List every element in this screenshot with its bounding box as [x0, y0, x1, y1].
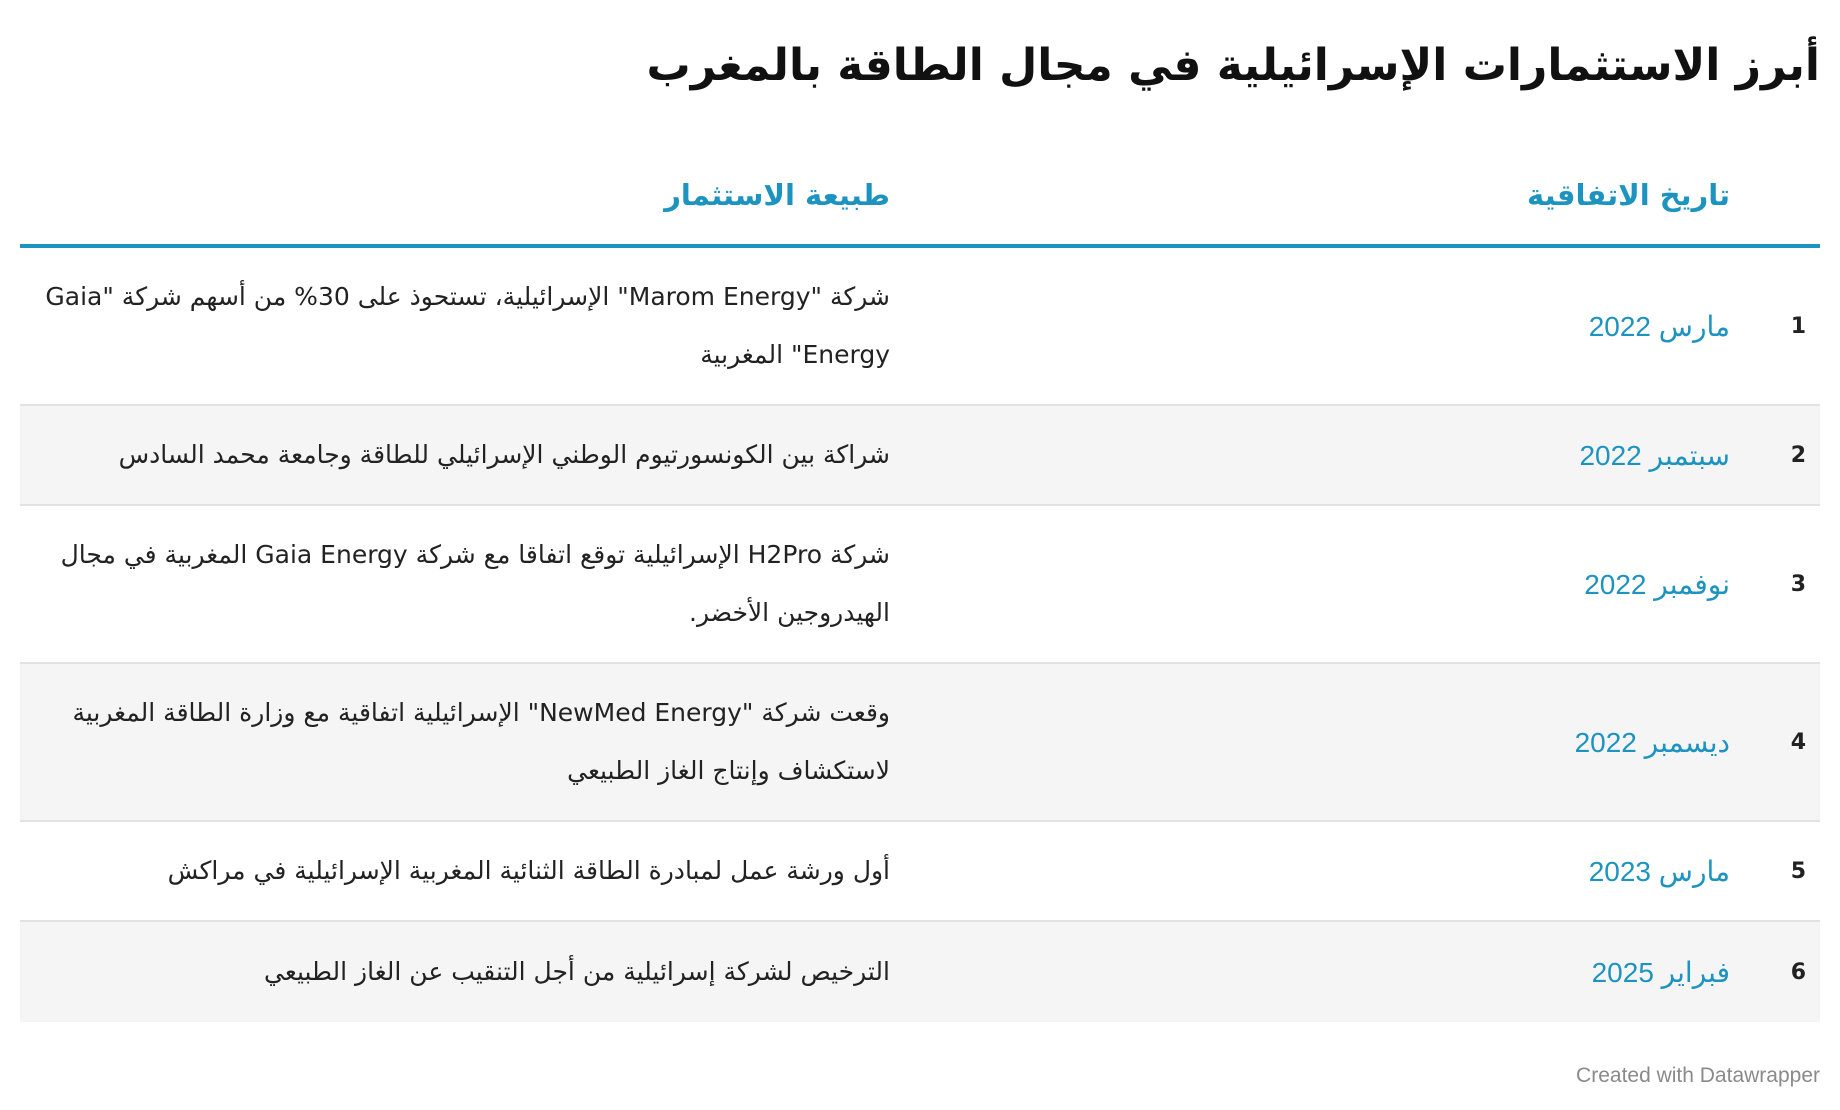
row-date: نوفمبر 2022	[1584, 568, 1730, 600]
row-description: شراكة بين الكونسورتيوم الوطني الإسرائيلي للطاقة وجامعة محمد السادس	[118, 440, 890, 469]
row-number: 3	[1790, 571, 1806, 597]
row-date: مارس 2022	[1588, 310, 1730, 342]
datawrapper-table-page	[20, 0, 1820, 1110]
row-description: شركة H2Pro الإسرائيلية توقع اتفاقا مع شركة Gaia Energy المغربية في مجال الهيدروجين الأخضر.	[60, 540, 890, 627]
row-date: فبراير 2025	[1591, 956, 1730, 988]
header-number	[1730, 150, 1820, 244]
header-description: طبيعة الاستثمار	[664, 178, 890, 212]
table-row	[20, 506, 1820, 664]
row-date: مارس 2023	[1588, 855, 1730, 887]
table-row	[20, 922, 1820, 1022]
table-row	[20, 664, 1820, 822]
row-description: أول ورشة عمل لمبادرة الطاقة الثنائية المغربية الإسرائيلية في مراكش	[167, 856, 890, 885]
header-date: تاريخ الاتفاقية	[1527, 178, 1730, 212]
row-description: وقعت شركة "NewMed Energy" الإسرائيلية اتفاقية مع وزارة الطاقة المغربية لاستكشاف وإنتاج الغاز الطبيعي	[72, 698, 890, 785]
table-row	[20, 406, 1820, 506]
row-date: ديسمبر 2022	[1574, 726, 1730, 758]
credit-link[interactable]: Created with Datawrapper	[1576, 1064, 1820, 1087]
row-number: 4	[1790, 729, 1806, 755]
row-number: 1	[1790, 313, 1806, 339]
row-number: 6	[1790, 959, 1806, 985]
table-row	[20, 248, 1820, 406]
investments-table	[20, 150, 1820, 1022]
row-date: سبتمبر 2022	[1579, 439, 1730, 471]
table-header	[20, 150, 1820, 248]
row-description: الترخيص لشركة إسرائيلية من أجل التنقيب عن الغاز الطبيعي	[264, 957, 890, 986]
row-description: شركة "Marom Energy" الإسرائيلية، تستحوذ على 30% من أسهم شركة "Gaia Energy" المغربية	[45, 282, 890, 369]
page-title: أبرز الاستثمارات الإسرائيلية في مجال الطاقة بالمغرب	[646, 40, 1820, 91]
row-number: 5	[1790, 858, 1806, 884]
row-number: 2	[1790, 442, 1806, 468]
table-row	[20, 822, 1820, 922]
